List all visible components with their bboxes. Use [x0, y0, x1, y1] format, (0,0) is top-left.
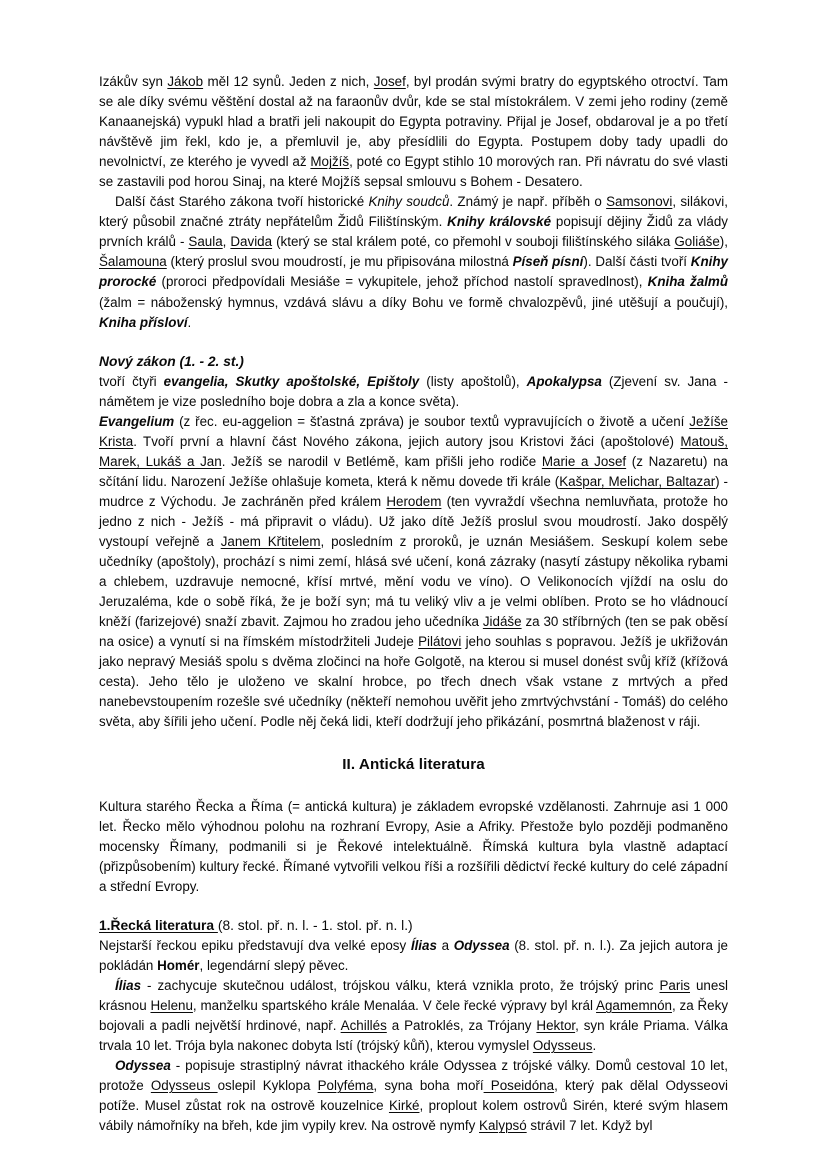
text-run-bold-italic: Odyssea	[115, 1058, 171, 1074]
paragraph-odyssea: Odyssea - popisuje strastiplný návrat ithackého krále Odyssea z trójské války. Domů cestoval 10 let, protože Odysseus oslepil Kyklopa Polyféma, syna boha moří Poseidóna, který pak dělal Odysseovi potíže. Musel zůstat rok na ostrově kouzelnice Kirké, proplout kolem ostrovů Sirén, které svým hlasem vábily námořníky na břeh, kde jim vypily krev. Na ostrově nymfy Kalypsó strávil 7 let. Když byl	[99, 1058, 728, 1134]
text-run-underline: Helenu	[150, 997, 193, 1013]
text-run-underline: Marie a Josef	[541, 453, 627, 469]
text-run-bold-italic: Knihy prorocké	[99, 254, 728, 290]
text-run-underline: Jidáše	[482, 614, 522, 630]
text-run-bold-italic: Apokalypsa	[526, 373, 602, 389]
text-run-bold-italic: Kniha žalmů	[647, 274, 728, 290]
text-run-bold-italic: Píseň písní	[512, 254, 584, 270]
text-run-underline: Ježíše Krista	[99, 413, 728, 449]
text-run-underline: Goliáše	[674, 234, 720, 250]
text-run-underline: Mojžíš	[310, 154, 350, 170]
text-run-underline: Kalypsó	[479, 1118, 527, 1134]
text-run-underline: Matouš, Marek, Lukáš a Jan	[99, 433, 728, 469]
text-run-bold-italic: Evangelium	[99, 413, 175, 429]
document-body	[99, 72, 728, 1136]
text-run-underline: Josef	[373, 74, 406, 89]
text-run-underline: Davida	[230, 234, 273, 250]
text-run-underline: Hektor	[536, 1017, 576, 1033]
text-run-bold: Homér	[157, 957, 200, 973]
text-run-bold-italic: evangelia, Skutky apoštolské, Epištoly	[163, 373, 420, 389]
paragraph-homer-eposy: Nejstarší řeckou epiku představují dva velké eposy Ílias a Odyssea (8. stol. př. n. l.). Za jejich autora je pokládán Homér, legendární slepý pěvec.	[99, 937, 728, 973]
text-run-underline: Jákob	[167, 74, 204, 89]
text-run-underline: Samsonovi	[606, 194, 673, 210]
paragraph-ilias: Ílias - zachycuje skutečnou událost, trójskou válku, která vznikla proto, že trójský princ Paris unesl krásnou Helenu, manželku spartského krále Menaláa. V čele řecké výpravy byl král Agamemnón, za Řeky bojovali a padli největší hrdinové, např. Achillés a Patroklés, za Trójany Hektor, syn krále Priama. Válka trvala 10 let. Trója byla nakonec dobyta lstí (trójský kůň), kterou vymyslel Odysseus.	[99, 977, 729, 1054]
text-run-underline: Polyféma	[317, 1078, 374, 1094]
text-run-underline: Kašpar, Melichar, Baltazar	[559, 473, 716, 489]
text-run-bold-italic: Kniha přísloví	[99, 314, 188, 330]
text-run-bold-italic: Odyssea	[453, 937, 510, 953]
text-run-underline: Šalamouna	[99, 254, 167, 270]
heading-anticka-literatura: II. Antická literatura	[342, 755, 485, 773]
text-run-underline: Kirké	[388, 1098, 420, 1114]
text-run-bold-italic: Knihy královské	[447, 214, 552, 230]
text-run-underline: Saula	[188, 234, 223, 250]
heading-novy-zakon: Nový zákon (1. - 2. st.)	[99, 353, 244, 369]
text-run-underline: Paris	[659, 977, 690, 993]
text-run-underline: Poseidóna	[483, 1078, 555, 1094]
text-run-underline: Odysseus	[532, 1038, 593, 1054]
paragraph-jakob-josef: Izákův syn Jákob měl 12 synů. Jeden z nich, Josef, byl prodán svými bratry do egyptského otroctví. Tam se ale díky svému věštění dostal až na faraonův dvůr, kde se stal místokrálem. V zemi jeho rodiny (země Kanaanejská) vypukl hlad a bratři jeli nakoupit do Egypta potraviny. Přijal je Josef, obdaroval je a po třetí návštěvě jim řekl, kdo je, a přemluvil je, aby přesídlili do Egypta. Postupem doby tady upadli do nevolnictví, ze kterého je vyvedl až Mojžíš, poté co Egypt stihlo 10 morových ran. Při návratu do své vlasti se zastavili pod horou Sinaj, na které Mojžíš sepsal smlouvu s Bohem - Desatero.	[99, 74, 729, 190]
paragraph-evangelium: Evangelium (z řec. eu-aggelion = šťastná zpráva) je soubor textů vypravujících o životě a učení Ježíše Krista. Tvoří první a hlavní část Nového zákona, jejich autory jsou Kristovi žáci (apoštolové) Matouš, Marek, Lukáš a Jan. Ježíš se narodil v Betlémě, kam přišli jeho rodiče Marie a Josef (z Nazaretu) na sčítání lidu. Narození Ježíše ohlašuje kometa, která k němu dovede tři krále (Kašpar, Melichar, Baltazar) - mudrce z Východu. Je zachráněn před králem Herodem (ten vyvraždí všechna nemluvňata, protože ho jedno z nich - Ježíš - má připravit o vládu). Už jako dítě Ježíš proslul svou moudrostí. Jako dospělý vystoupí veřejně a Janem Křtitelem, posledním z proroků, je uznán Mesiášem. Seskupí kolem sebe učedníky (apoštoly), prochází s nimi zemí, hlásá své učení, koná zázraky (nasytí zástupy několika rybami a chlebem, uzdravuje nemocné, křísí mrtvé, mění vodu ve víno). O Velikonocích vjíždí na oslu do Jeruzaléma, kde o sobě říká, že je boží syn; má tu veliký vliv a je velmi oblíben. Proto se ho vládnoucí kněží (farizejové) snaží zbavit. Zajmou ho zradou jeho učedníka Jidáše za 30 stříbrných (ten se pak oběsí na osice) a vynutí si na římském místodržiteli Judeje Pilátovi jeho souhlas s popravou. Ježíš je ukřižován jako nepravý Mesiáš spolu s dvěma zločinci na hoře Golgotě, na kterou si musel donést svůj kříž (křížová cesta). Jeho tělo je uloženo ve skalní hrobce, po třech dnech však vstane z mrtvých a před nanebevstoupením rozešle své učedníky (někteří nemohou uvěřit jeho zmrtvýchvstání - Tomáš) do celého světa, aby šířili jeho učení. Podle něj čeká lidi, kteří dodržují jeho přikázání, posmrtná blaženost v ráji.	[99, 413, 728, 730]
heading-recka-literatura: 1.Řecká literatura (8. stol. př. n. l. - 1. stol. př. n. l.)	[99, 917, 413, 933]
text-run-underline: Agamemnón	[596, 997, 672, 1013]
text-run-bold-italic: Ílias	[115, 977, 142, 993]
text-run-italic: Knihy soudců	[368, 194, 450, 210]
text-run-underline: Odysseus	[150, 1078, 218, 1094]
paragraph-knihy-soudcu: Další část Starého zákona tvoří historické Knihy soudců. Známý je např. příběh o Samsonovi, silákovi, který působil značné ztráty nepřátelům Židů Filištínským. Knihy královské popisují dějiny Židů za vlády prvních králů - Saula, Davida (který se stal králem poté, co přemohl v souboji filištínského siláka Goliáše), Šalamouna (který proslul svou moudrostí, je mu připisována milostná Píseň písní). Další části tvoří Knihy prorocké (proroci předpovídali Mesiáše = vykupitele, jehož příchod nastolí spravedlnost), Kniha žalmů (žalm = náboženský hymnus, vzdává slávu a díky Bohu ve formě chvalozpěvů, jiné utěšují a poučují), Kniha přísloví.	[99, 194, 728, 330]
text-run-underline: Herodem	[386, 493, 442, 509]
paragraph-novy-zakon-obsah: tvoří čtyři evangelia, Skutky apoštolské, Epištoly (listy apoštolů), Apokalypsa (Zjevení sv. Jana - námětem je vize posledního boje dobra a zla a konce světa).	[99, 373, 728, 409]
text-run-bold-italic: Ílias	[410, 937, 437, 953]
text-run-underline: Janem Křtitelem	[220, 534, 321, 550]
text-run-underline: Pilátovi	[418, 634, 462, 650]
text-run-bold-underline: 1.Řecká literatura	[99, 917, 218, 933]
paragraph-anticka-kultura: Kultura starého Řecka a Říma (= antická kultura) je základem evropské vzdělanosti. Zahrnuje asi 1 000 let. Řecko mělo výhodnou polohu na rozhraní Evropy, Asie a Afriky. Přestože bylo později podmaněno mocensky Římany, podmanili si je Řekové intelektuálně. Římská kultura byla vlastně adaptací (přizpůsobením) kultury řecké. Římané vytvořili velkou říši a rozšířili dědictví řecké kultury do celé západní a střední Evropy.	[99, 798, 728, 894]
text-run-underline: Achillés	[340, 1017, 387, 1033]
